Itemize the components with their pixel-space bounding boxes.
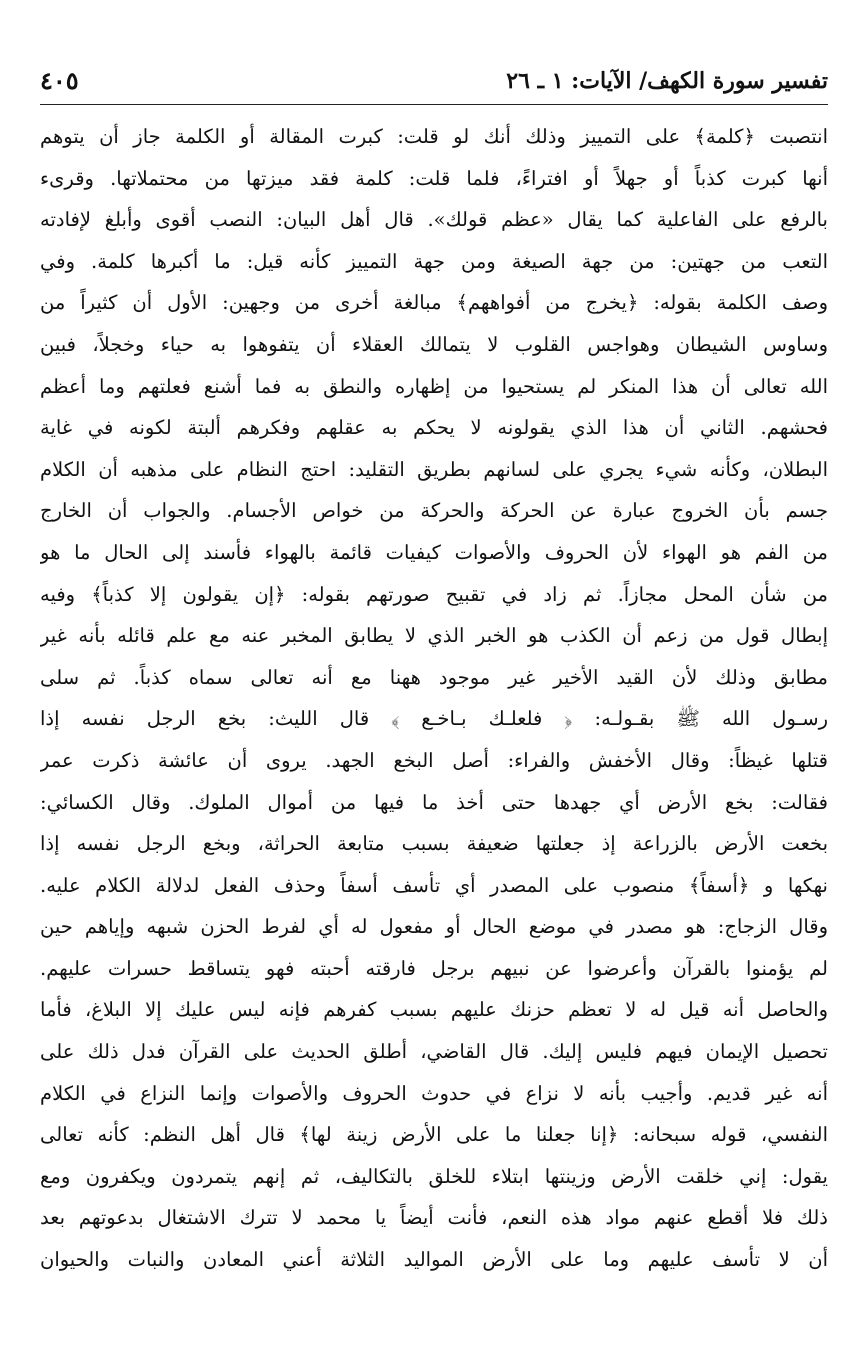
text-line: يقول: إني خلقت الأرض وزينتها ابتلاء للخلق بالتكاليف، ثم إنهم يتمردون ويكفرون ومع xyxy=(40,1164,828,1188)
text-line: إبطال قول من زعم أن الكذب هو الخبر الذي لا يطابق المخبر عنه مع علم قائله بأنه غير xyxy=(40,624,828,648)
text-line: وقال الزجاج: هو مصدر في موضع الحال أو مفعول له أي لفرط الحزن شبهه وإياهم حين xyxy=(40,915,828,939)
text-line: أنها كبرت كذباً أو جهلاً أو افتراءً، فلما قلت: كلمة فقد ميزتها من محتملاتها. وقرىء xyxy=(40,166,828,190)
page-header xyxy=(40,64,828,102)
text-line: فحشهم. الثاني أن هذا الذي يقولونه لا يحكم به عقلهم وفكرهم ألبتة لكونه في غاية xyxy=(40,416,828,440)
text-line: فقالت: بخع الأرض أي جهدها حتى أخذ ما فيها من أموال الملوك. وقال الكسائي: xyxy=(40,790,828,814)
text-line: بالرفع على الفاعلية كما يقال «عظم قولك». قال أهل البيان: النصب أقوى وأبلغ لإفادته xyxy=(40,208,828,232)
text-line: بخعت الأرض بالزراعة إذ جعلتها ضعيفة بسبب متابعة الحراثة، وبخع الرجل نفسه إذا xyxy=(40,832,828,856)
text-line: تحصيل الإيمان فيهم فليس إليك. قال القاضي، أطلق الحديث على القرآن فدل ذلك على xyxy=(40,1040,828,1064)
text-line: وساوس الشيطان وهواجس القلوب لا يتمالك العقلاء أن يتفوهوا به حياء وخجلاً، فبين xyxy=(40,332,828,356)
header-rule xyxy=(40,104,828,105)
text-line: وصف الكلمة بقوله: ﴿يخرج من أفواههم﴾ مبالغة أخرى من وجهين: الأول أن كثيراً من xyxy=(40,291,828,315)
text-line: التعب من جهتين: من جهة الصيغة ومن جهة التمييز كأنه قيل: ما أكبرها كلمة. وفي xyxy=(40,249,828,273)
text-line: قتلها غيظاً: وقال الأخفش والفراء: أصل البخع الجهد. يروى أن عائشة ذكرت عمر xyxy=(40,748,828,772)
text-line: انتصبت ﴿كلمة﴾ على التمييز وذلك أنك لو قلت: كبرت المقالة أو الكلمة جاز أن يتوهم xyxy=(40,125,828,148)
page-number: ٤٠٥ xyxy=(40,66,79,95)
text-line: رسـول الله ﷺ بقـولـه: ﴿ فلعلـك بـاخـع ﴾ قال الليث: بخع الرجل نفسه إذا xyxy=(40,707,828,731)
text-line: من الفم هو الهواء لأن الحروف والأصوات كيفيات قائمة بالهواء فأسند إلى الحال ما هو xyxy=(40,540,828,564)
text-line: أنه غير قديم. وأجيب بأنه لا نزاع في حدوث الحروف والأصوات وإنما النزاع في الكلام xyxy=(40,1081,828,1105)
text-line: مطابق وذلك لأن القيد الأخير غير موجود ههنا مع أنه تعالى سماه كذباً. ثم سلى xyxy=(40,665,828,689)
body-text xyxy=(40,116,828,1281)
text-line: من شأن المحل مجازاً. ثم زاد في تقبيح صورتهم بقوله: ﴿إن يقولون إلا كذباً﴾ وفيه xyxy=(40,582,828,606)
text-line: نهكها و ﴿أسفاً﴾ منصوب على المصدر أي تأسف أسفاً وحذف الفعل لدلالة الكلام عليه. xyxy=(40,873,828,897)
running-title: تفسير سورة الكهف/ الآيات: ١ ـ ٢٦ xyxy=(506,68,828,94)
text-line: أن لا تأسف عليهم وما على الأرض المواليد الثلاثة أعني المعادن والنبات والحيوان xyxy=(40,1248,828,1272)
text-line: والحاصل أنه قيل له لا تعظم حزنك عليهم بسبب كفرهم فإنه ليس عليك إلا البلاغ، فأما xyxy=(40,998,828,1022)
text-line: لم يؤمنوا بالقرآن وأعرضوا عن نبيهم برجل فارقته أحبته فهو يتساقط حسرات عليهم. xyxy=(40,956,828,980)
text-line: النفسي، قوله سبحانه: ﴿إنا جعلنا ما على الأرض زينة لها﴾ قال أهل النظم: كأنه تعالى xyxy=(40,1123,828,1147)
text-line: ذلك فلا أقطع عنهم مواد هذه النعم، فأنت أيضاً يا محمد لا تترك الاشتغال بدعوتهم بعد xyxy=(40,1206,828,1230)
text-line: البطلان، وكأنه شيء يجري على لسانهم بطريق التقليد: احتج النظام على مذهبه أن الكلام xyxy=(40,457,828,481)
text-line: الله تعالى أن هذا المنكر لم يستحيوا من إظهاره والنطق به فما أشنع فعلتهم وما أعظم xyxy=(40,374,828,398)
text-line: جسم بأن الخروج عبارة عن الحركة والحركة من خواص الأجسام. والجواب أن الخارج xyxy=(40,499,828,523)
